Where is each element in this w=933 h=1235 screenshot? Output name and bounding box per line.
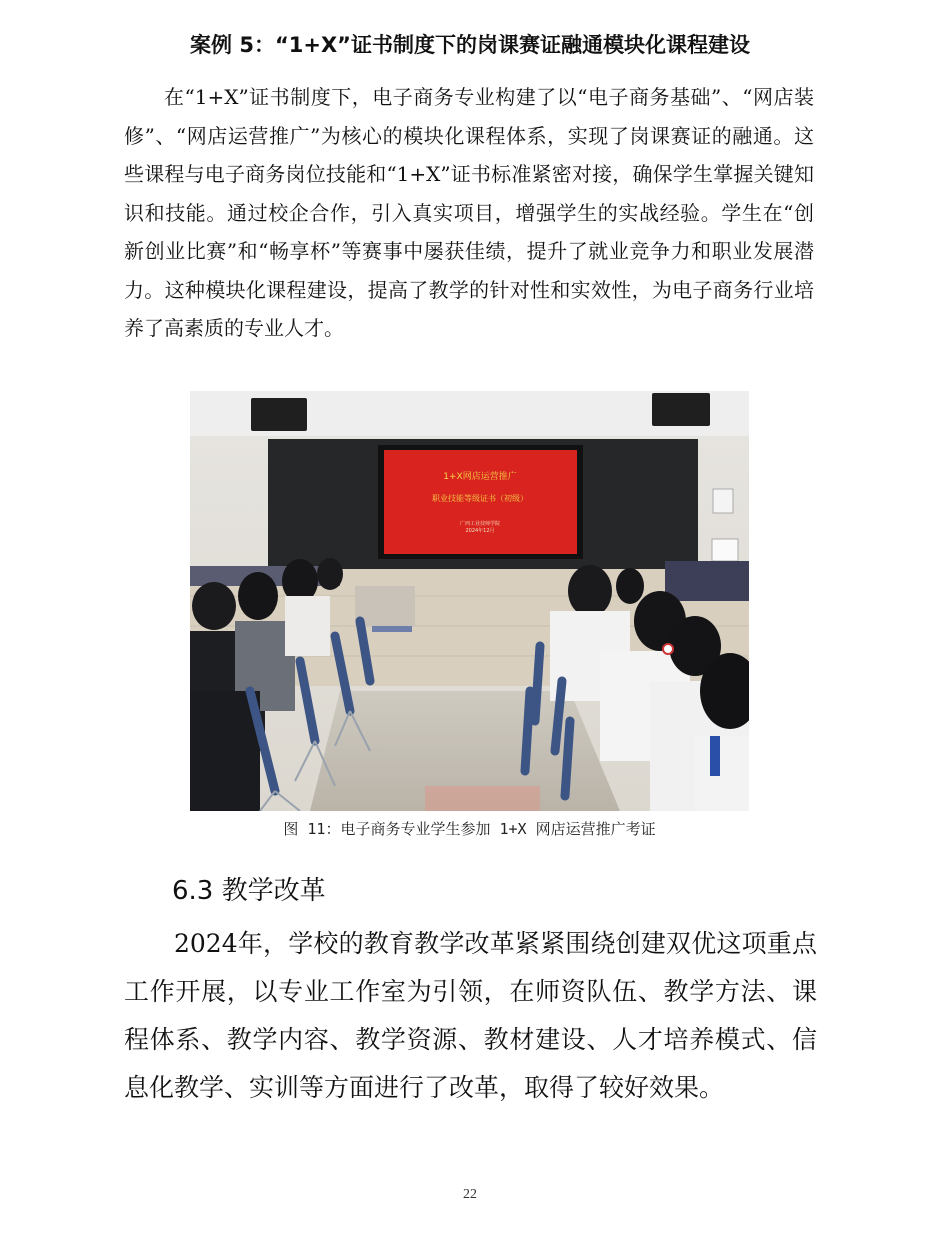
- screen-subtitle: 职业技能等级证书（初级）: [432, 494, 528, 503]
- left-speaker: [251, 398, 307, 431]
- figure-caption: 图 11：电子商务专业学生参加 1+X 网店运营推广考证: [283, 820, 656, 838]
- section-heading: 6.3 教学改革: [172, 876, 326, 906]
- screen-title: 1+X网店运营推广: [443, 472, 517, 482]
- classroom-photo-illustration: [190, 391, 749, 811]
- classroom-photo: [190, 391, 749, 811]
- section-paragraph: 2024年，学校的教育教学改革紧紧围绕创建双优这项重点工作开展，以专业工作室为引领，在师资队伍、教学方法、课程体系、教学内容、教学资源、教材建设、人才培养模式、信息化教学、实训等方面进行了改革，取得了较好效果。: [124, 929, 817, 1102]
- screen-date: 2024年12月: [465, 528, 495, 534]
- screen-school: 广西工业技师学院: [459, 521, 501, 527]
- case-paragraph: 在“1+X”证书制度下，电子商务专业构建了以“电子商务基础”、“网店装修”、“网店运营推广”为核心的模块化课程体系，实现了岗课赛证的融通。这些课程与电子商务岗位技能和“1+X”证书标准紧密对接，确保学生掌握关键知识和技能。通过校企合作，引入真实项目，增强学生的实战经验。学生在“创新创业比赛”和“畅享杯”等赛事中屡获佳绩，提升了就业竞争力和职业发展潜力。这种模块化课程建设，提高了教学的针对性和实效性，为电子商务行业培养了高素质的专业人才。: [124, 85, 814, 340]
- case-title: 案例 5：“1+X”证书制度下的岗课赛证融通模块化课程建设: [190, 33, 750, 57]
- right-speaker: [652, 393, 710, 426]
- page-number: 22: [463, 1187, 477, 1202]
